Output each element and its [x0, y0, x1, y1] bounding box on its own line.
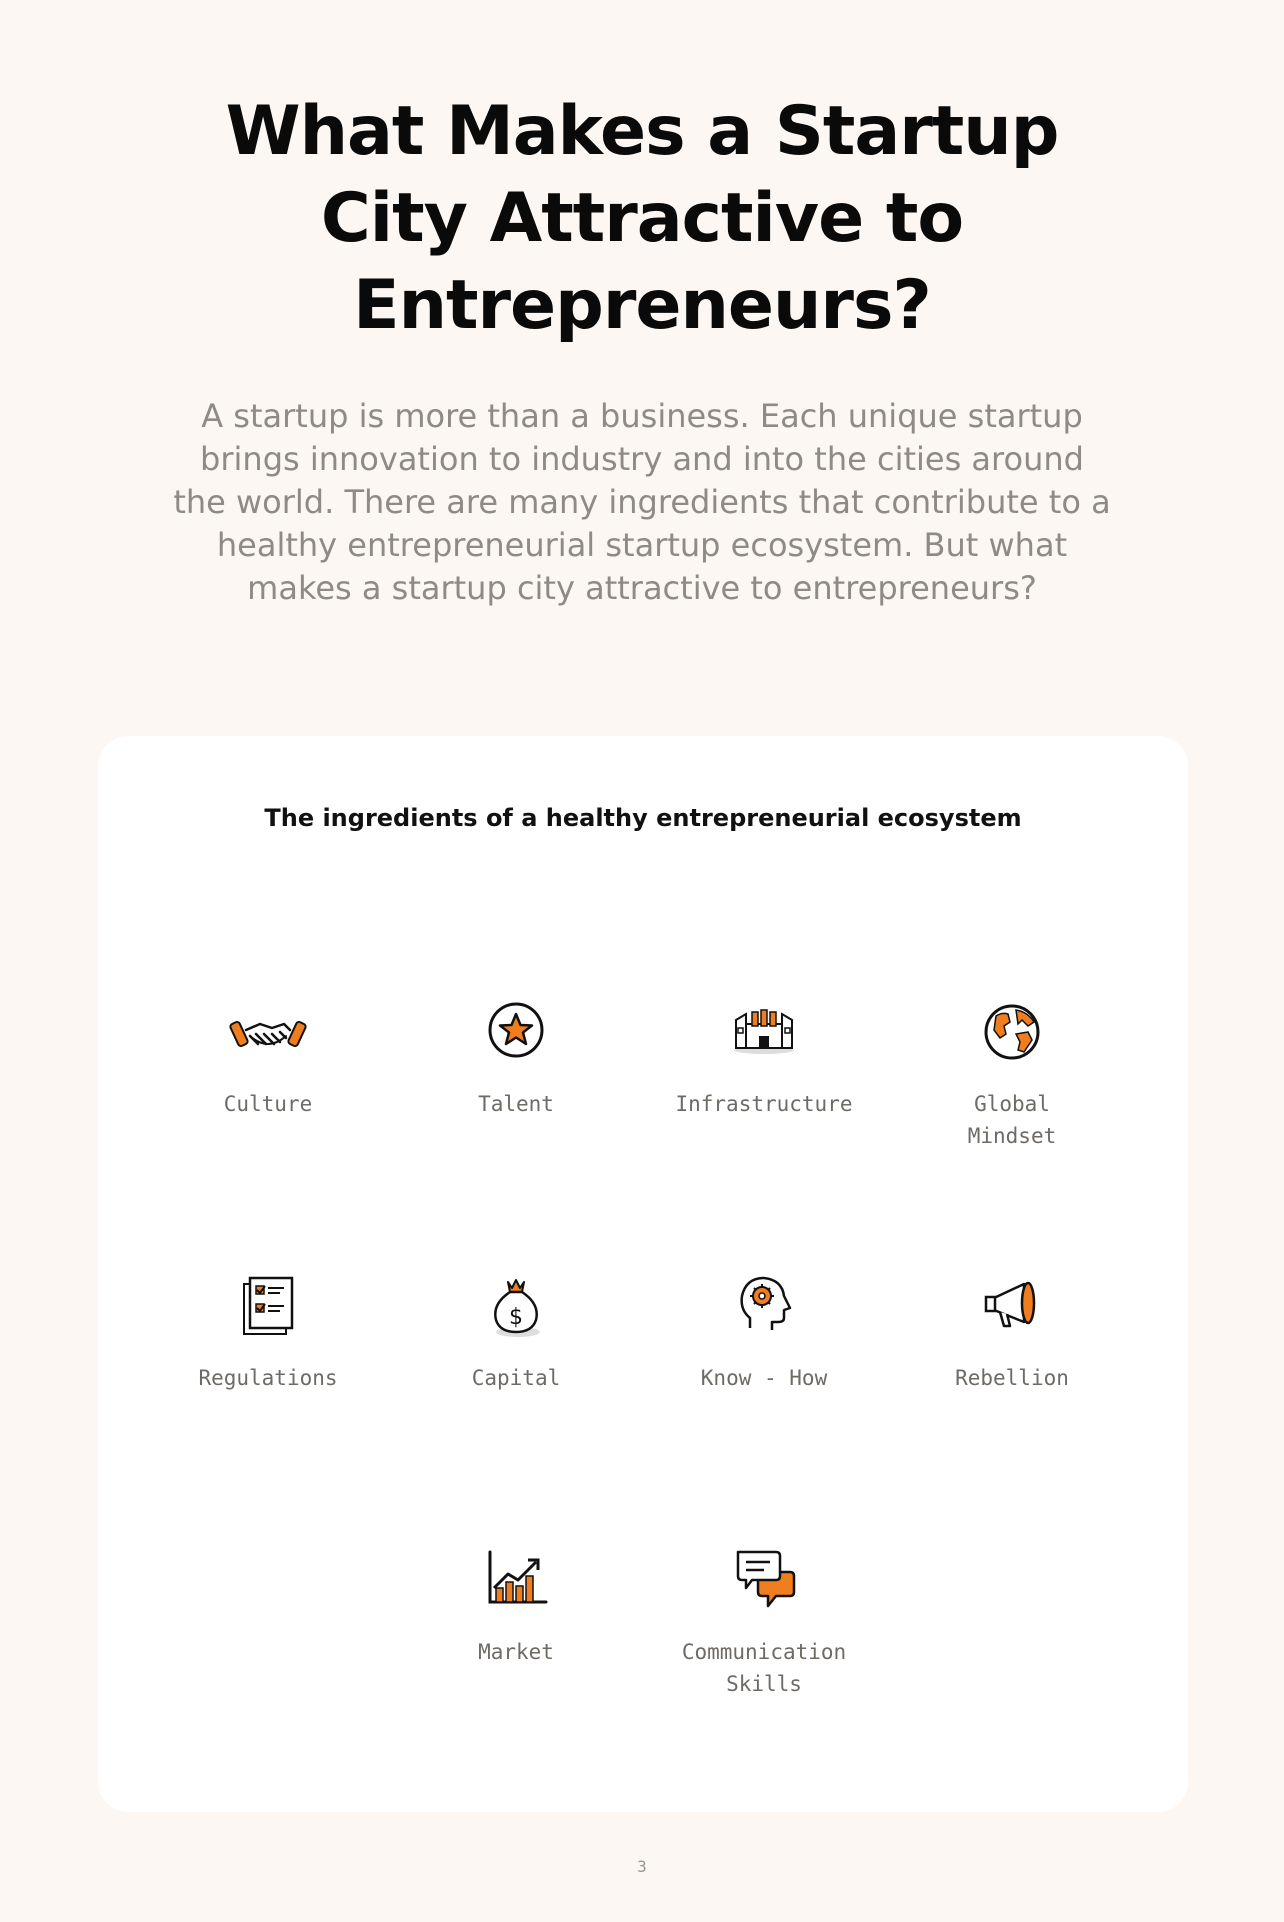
ingredient-market: [406, 1538, 626, 1668]
handshake-icon: [228, 990, 308, 1070]
svg-text:$: $: [509, 1305, 523, 1330]
ingredient-label: Global Mindset: [967, 1092, 1057, 1148]
ingredient-label: Communication Skills: [681, 1640, 847, 1696]
ingredient-regulations: [158, 1264, 378, 1394]
page-number: 3: [637, 1857, 647, 1876]
ingredient-infrastructure: [654, 990, 874, 1120]
head-gear-icon: [724, 1264, 804, 1344]
ingredient-label: Know - How: [700, 1366, 828, 1390]
checklist-document-icon: [228, 1264, 308, 1344]
ingredients-card: [98, 736, 1188, 1812]
ingredient-rebellion: [902, 1264, 1122, 1394]
ingredient-culture: [158, 990, 378, 1120]
ingredient-label: Market: [478, 1640, 554, 1664]
ingredient-label: Talent: [478, 1092, 554, 1116]
ingredient-label: Capital: [471, 1366, 561, 1390]
ingredient-know-how: [654, 1264, 874, 1394]
ingredient-talent: [406, 990, 626, 1120]
ingredient-label: Infrastructure: [675, 1092, 853, 1116]
ingredient-label: Regulations: [198, 1366, 338, 1390]
page-title: What Makes a Startup City Attractive to Entrepreneurs?: [225, 92, 1059, 345]
intro-paragraph: A startup is more than a business. Each unique startup brings innovation to industry and into the cities around the world. There are many ingredients that contribute to a healthy entrepreneurial startup ecosystem. But what makes a startup city attractive to entrepreneurs?: [173, 397, 1111, 607]
ingredient-label: Rebellion: [955, 1366, 1069, 1390]
money-bag-icon: [476, 1264, 556, 1344]
ingredient-label: Culture: [223, 1092, 313, 1116]
city-buildings-icon: [724, 990, 804, 1070]
speech-bubbles-icon: [724, 1538, 804, 1618]
card-title: The ingredients of a healthy entrepreneurial ecosystem: [264, 804, 1022, 832]
ingredient-global-mindset: [902, 990, 1122, 1152]
ingredient-communication-skills: [654, 1538, 874, 1700]
globe-icon: [972, 990, 1052, 1070]
growth-chart-icon: [476, 1538, 556, 1618]
megaphone-icon: [972, 1264, 1052, 1344]
ingredient-capital: [406, 1264, 626, 1394]
star-badge-icon: [476, 990, 556, 1070]
